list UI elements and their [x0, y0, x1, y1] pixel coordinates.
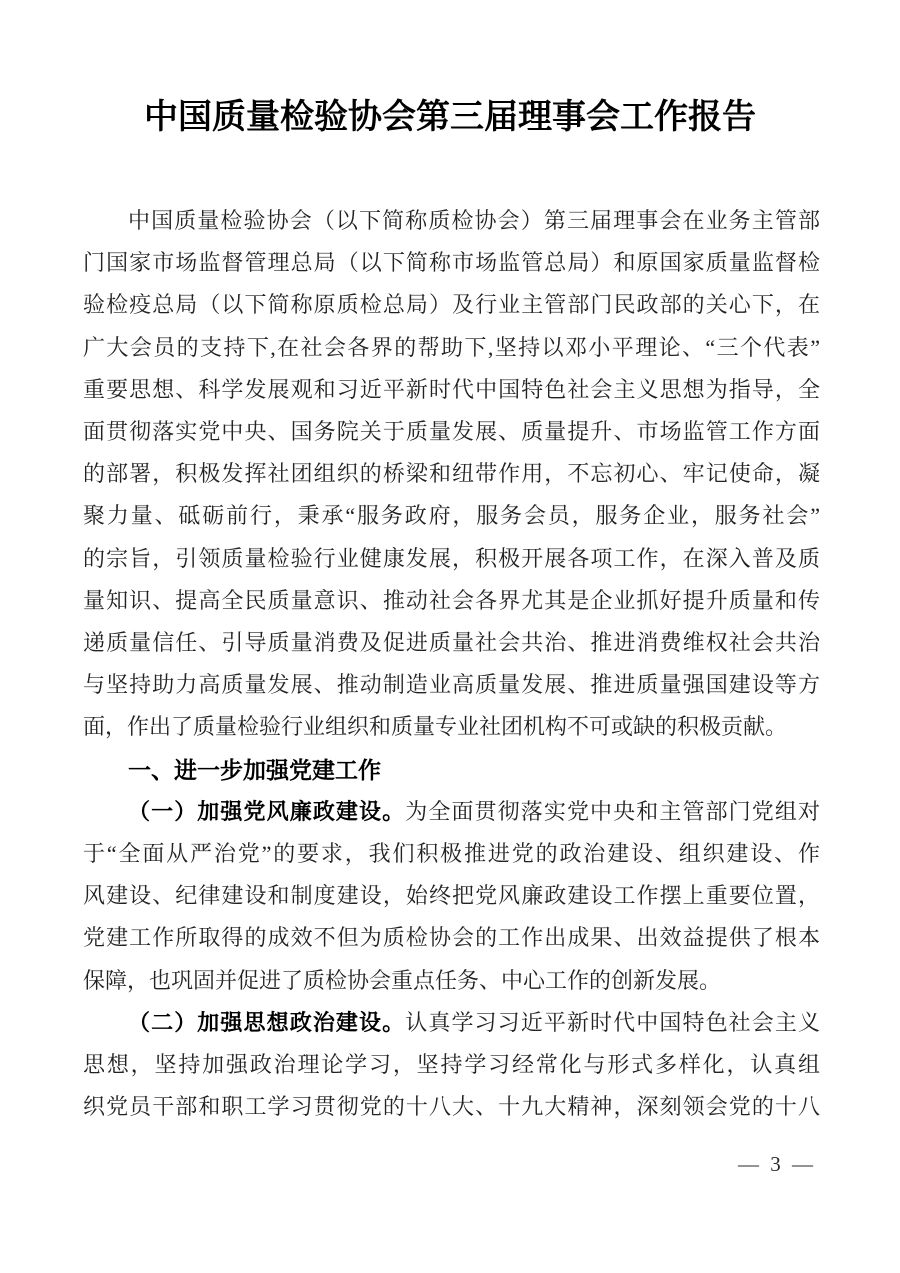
text-line [83, 411, 820, 453]
body-text: 的部署，积极发挥社团组织的桥梁和纽带作用，不忘初心、牢记使命，凝 [83, 461, 820, 487]
text-line [83, 664, 820, 706]
body-text: 验检疫总局（以下简称原质检总局）及行业主管部门民政部的关心下，在 [83, 292, 820, 318]
section-heading-1: 一、进一步加强党建工作 [128, 756, 381, 783]
body-text: 量知识、提高全民质量意识、推动社会各界尤其是企业抓好提升质量和传 [83, 587, 820, 613]
body-text: 于“全面从严治党”的要求，我们积极推进党的政治建设、组织建设、作 [83, 841, 820, 867]
text-line [83, 242, 820, 284]
text-line [83, 327, 820, 369]
text-line [83, 1044, 820, 1086]
body-text: 面，作出了质量检验行业组织和质量专业社团机构不可或缺的积极贡献。 [83, 714, 788, 740]
bold-lead-text: （一）加强党风廉政建设。 [128, 798, 406, 824]
text-line [83, 538, 820, 580]
body-text: 中国质量检验协会（以下简称质检协会）第三届理事会在业务主管部 [128, 208, 820, 233]
body-text: 织党员干部和职工学习贯彻党的十八大、十九大精神，深刻领会党的十八 [83, 1094, 820, 1120]
body-text: 的宗旨，引领质量检验行业健康发展，积极开展各项工作，在深入普及质 [83, 545, 820, 571]
body-text: 与坚持助力高质量发展、推动制造业高质量发展、推进质量强国建设等方 [83, 672, 820, 698]
text-line [83, 284, 820, 326]
document-body [83, 200, 820, 1128]
text-line [83, 917, 820, 959]
body-text: 广大会员的支持下,在社会各界的帮助下,坚持以邓小平理论、“三个代表” [83, 334, 820, 360]
body-text: 认真学习习近平新时代中国特色社会主义 [405, 1009, 820, 1035]
body-text: 重要思想、科学发展观和习近平新时代中国特色社会主义思想为指导，全 [83, 376, 820, 402]
page-number: — 3 — [738, 1152, 816, 1176]
text-line [83, 622, 820, 664]
text-line [83, 453, 820, 495]
text-line [83, 580, 820, 622]
body-text: 党建工作所取得的成效不但为质检协会的工作出成果、出效益提供了根本 [83, 925, 820, 951]
intro-paragraph [83, 200, 820, 749]
body-text: 为全面贯彻落实党中央和主管部门党组对 [405, 798, 820, 824]
bold-lead-text: （二）加强思想政治建设。 [128, 1009, 406, 1035]
text-line [83, 833, 820, 875]
text-line [83, 706, 820, 748]
text-line [83, 791, 820, 833]
text-line [83, 960, 820, 1002]
text-line [83, 200, 820, 242]
text-line [83, 369, 820, 411]
body-text: 风建设、纪律建设和制度建设，始终把党风廉政建设工作摆上重要位置， [83, 883, 820, 909]
paragraph-ideological-construction [83, 1002, 820, 1129]
body-text: 保障，也巩固并促进了质检协会重点任务、中心工作的创新发展。 [83, 967, 722, 993]
text-line [83, 875, 820, 917]
text-line [83, 495, 820, 537]
paragraph-party-conduct [83, 791, 820, 1002]
text-line [83, 1086, 820, 1128]
body-text: 面贯彻落实党中央、国务院关于质量发展、质量提升、市场监管工作方面 [83, 419, 820, 445]
body-text: 递质量信任、引导质量消费及促进质量社会共治、推进消费维权社会共治 [83, 630, 820, 656]
body-text: 聚力量、砥砺前行，秉承“服务政府，服务会员，服务企业，服务社会” [83, 503, 820, 529]
text-line [83, 1002, 820, 1044]
body-text: 门国家市场监督管理总局（以下简称市场监管总局）和原国家质量监督检 [83, 250, 820, 276]
document-title: 中国质量检验协会第三届理事会工作报告 [144, 99, 756, 136]
body-text: 思想，坚持加强政治理论学习，坚持学习经常化与形式多样化，认真组 [83, 1052, 820, 1078]
